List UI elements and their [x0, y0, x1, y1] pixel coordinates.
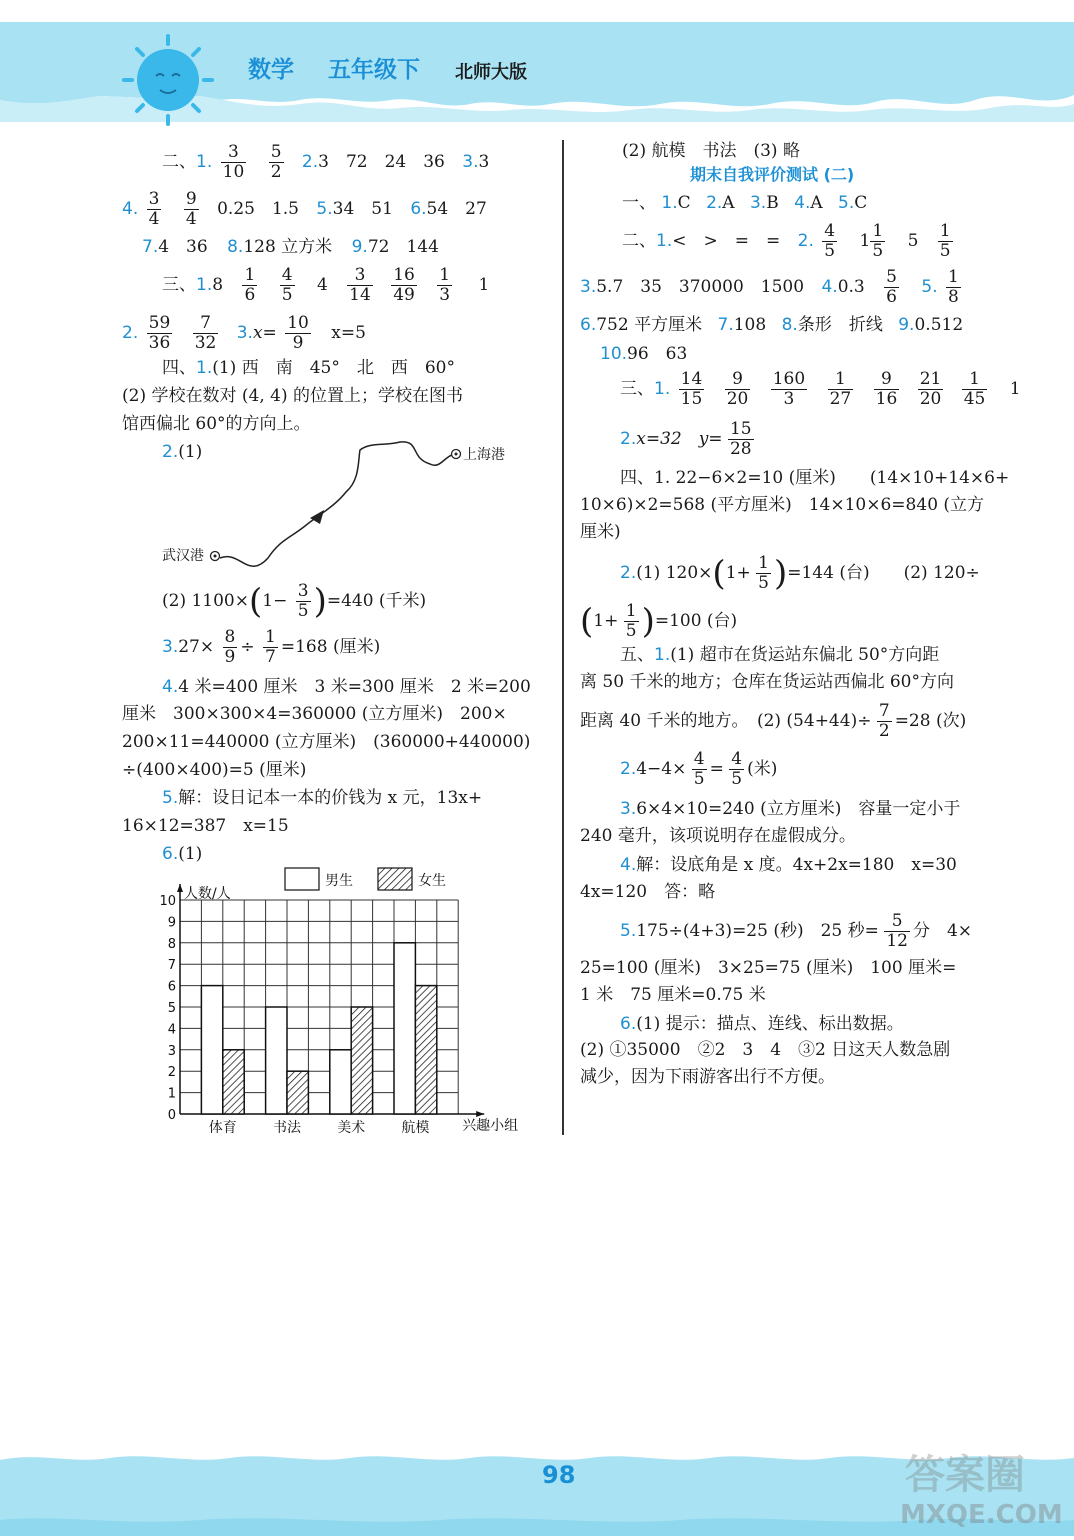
- bar-美术-女生: [351, 1007, 372, 1114]
- right-line-14: (1+ $\frac{1}{5}$ )=100 (台): [580, 601, 738, 642]
- page-header: [0, 0, 1074, 130]
- right-line-4: 二、1.< > = = 2. $\frac{4}{5}$ 1 $\frac{1}{5}$ 5 $\frac{1}{5}$: [622, 221, 951, 261]
- direction-arrow-icon: [310, 510, 324, 524]
- y-tick-label: 6: [167, 979, 176, 995]
- right-line-10: 四、1. 22−6×2=10 (厘米) (14×10+14×6+: [620, 468, 1010, 488]
- left-line-17: 16×12=387 x=15: [122, 816, 289, 836]
- right-line-18: 2.4−4× $\frac{4}{5}$ = $\frac{4}{5}$ (米): [620, 749, 778, 789]
- header-subject: 数学: [248, 57, 294, 83]
- watermark-url: MXQE.COM: [900, 1500, 1063, 1530]
- watermark-logo: 答案圈: [905, 1452, 1025, 1498]
- left-line-14: 200×11=440000 (立方厘米) (360000+440000): [122, 732, 531, 752]
- x-tick-label: 体育: [208, 1120, 237, 1136]
- bar-美术-男生: [330, 1050, 351, 1114]
- right-line-7: 10.96 63: [600, 344, 688, 364]
- right-line-21: 4.解：设底角是 x 度。4x+2x=180 x=30: [620, 855, 957, 875]
- bar-书法-女生: [287, 1071, 308, 1114]
- right-line-22: 4x=120 答：略: [580, 882, 716, 902]
- right-line-27: (2) ①35000 ②2 3 4 ③2 日这天人数急剧: [580, 1040, 951, 1060]
- x-axis-label: 兴趣小组: [462, 1118, 519, 1134]
- bar-书法-男生: [266, 1007, 287, 1114]
- y-tick-label: 8: [167, 936, 176, 952]
- left-line-1: 二、1. $\frac{3}{10}$ $\frac{5}{2}$ 2.3 72 24 36 3.3: [162, 142, 490, 182]
- bar-chart: [150, 862, 530, 1142]
- y-tick-label: 10: [159, 894, 176, 909]
- right-line-6: 6.752 平方厘米 7.108 8.条形 折线 9.0.512: [580, 315, 964, 335]
- right-line-1: (2) 航模 书法 (3) 略: [622, 141, 800, 161]
- header-grade: 五年级下: [328, 57, 420, 83]
- left-line-8: 馆西偏北 60°的方向上。: [122, 414, 311, 434]
- right-line-13: 2.(1) 120×(1+ $\frac{1}{5}$ )=144 (台) (2) 120÷: [620, 553, 980, 594]
- left-line-4: 三、1.8 $\frac{1}{6}$ $\frac{4}{5}$ 4 $\frac{3}{14}$ $\frac{16}{49}$ $\frac{1}{3}$ 1: [162, 265, 490, 305]
- y-axis-arrow-icon: [177, 884, 183, 892]
- left-line-16: 5.解：设日记本一本的价钱为 x 元，13x+: [162, 788, 483, 808]
- y-tick-label: 0: [167, 1108, 176, 1123]
- x-tick-label: 书法: [273, 1120, 301, 1136]
- right-line-15: 五、1.(1) 超市在货运站东偏北 50°方向距: [620, 645, 940, 665]
- right-line-23: 5.175÷(4+3)=25 (秒) 25 秒= $\frac{5}{12}$ 分 4×: [620, 911, 973, 951]
- left-line-2: 4. $\frac{3}{4}$ $\frac{9}{4}$ 0.25 1.5 5.34 51 6.54 27: [122, 189, 487, 229]
- left-line-10: (2) 1100×(1− $\frac{3}{5}$ )=440 (千米): [162, 581, 427, 622]
- bar-航模-女生: [415, 986, 436, 1114]
- section-title: 期末自我评价测试 (二): [690, 165, 855, 184]
- y-tick-label: 3: [167, 1043, 176, 1059]
- bar-体育-女生: [223, 1050, 244, 1114]
- page-footer: [0, 1430, 1074, 1536]
- legend-label: 女生: [418, 873, 446, 889]
- sun-icon: [118, 30, 218, 130]
- left-line-15: ÷(400×400)=5 (厘米): [122, 760, 307, 780]
- y-tick-label: 2: [167, 1065, 176, 1081]
- bar-体育-男生: [201, 986, 222, 1114]
- right-line-9: 2.x=32 y= $\frac{15}{28}$: [620, 419, 752, 459]
- legend-swatch-boys: [285, 868, 319, 890]
- right-line-25: 1 米 75 厘米=0.75 米: [580, 985, 766, 1005]
- x-tick-label: 航模: [401, 1120, 430, 1136]
- y-tick-label: 1: [167, 1086, 176, 1102]
- right-line-16: 离 50 千米的地方；仓库在货运站西偏北 60°方向: [580, 672, 954, 692]
- left-line-13: 厘米 300×300×4=360000 (立方厘米) 200×: [122, 704, 507, 724]
- page-number: 98: [542, 1461, 576, 1489]
- y-tick-label: 5: [167, 1001, 176, 1016]
- left-line-5: 2. $\frac{59}{36}$ $\frac{7}{32}$ 3.x= $\frac{10}{9}$ x=5: [122, 313, 366, 353]
- map-start-label: 武汉港: [162, 548, 204, 564]
- right-line-11: 10×6)×2=568 (平方厘米) 14×10×6=840 (立方: [580, 495, 985, 515]
- right-line-19: 3.6×4×10=240 (立方厘米) 容量一定小于: [620, 799, 961, 819]
- right-line-26: 6.(1) 提示：描点、连线、标出数据。: [620, 1014, 904, 1034]
- column-divider: [562, 140, 564, 1135]
- x-tick-label: 美术: [337, 1120, 366, 1136]
- right-line-12: 厘米): [580, 522, 621, 542]
- left-line-7: (2) 学校在数对 (4, 4) 的位置上；学校在图书: [122, 386, 463, 406]
- right-line-3: 一、 1.C 2.A 3.B 4.A 5.C: [622, 193, 868, 213]
- right-line-24: 25=100 (厘米) 3×25=75 (厘米) 100 厘米=: [580, 958, 957, 978]
- y-tick-label: 7: [167, 958, 176, 974]
- right-line-5: 3.5.7 35 370000 1500 4.0.3 $\frac{5}{6}$ 5. $\frac{1}{8}$: [580, 267, 959, 307]
- legend-label: 男生: [325, 873, 353, 889]
- x-axis-arrow-icon: [476, 1111, 484, 1117]
- left-line-3: 7.4 36 8.128 立方米 9.72 144: [142, 237, 439, 257]
- map-end-label: 上海港: [463, 447, 505, 463]
- right-line-17: 距离 40 千米的地方。 (2) (54+44)÷ $\frac{7}{2}$ =28 (次): [580, 701, 967, 741]
- bar-航模-男生: [394, 943, 415, 1114]
- left-line-9: 2.(1): [162, 442, 203, 462]
- y-tick-label: 9: [167, 915, 176, 931]
- left-line-12: 4.4 米=400 厘米 3 米=300 厘米 2 米=200: [162, 677, 531, 697]
- y-tick-label: 4: [167, 1022, 176, 1038]
- left-line-11: 3.27× $\frac{8}{9}$ ÷ $\frac{1}{7}$ =168 (厘米): [162, 627, 381, 667]
- right-line-8: 三、1. $\frac{14}{15}$ $\frac{9}{20}$ $\frac{160}{3}$ $\frac{1}{27}$ $\frac{9}{16}$ $\frac{21}{20}$ $\frac{1}{45}$ 1: [620, 369, 1021, 409]
- left-line-6: 四、1.(1) 西 南 45° 北 西 60°: [162, 358, 455, 378]
- header-edition: 北师大版: [455, 62, 527, 83]
- right-line-20: 240 毫升，该项说明存在虚假成分。: [580, 826, 856, 846]
- right-line-28: 减少，因为下雨游客出行不方便。: [580, 1067, 835, 1087]
- legend-swatch-girls: [378, 868, 412, 890]
- left-line-18: 6.(1): [162, 844, 203, 864]
- y-axis-label: 人数/人: [184, 886, 231, 902]
